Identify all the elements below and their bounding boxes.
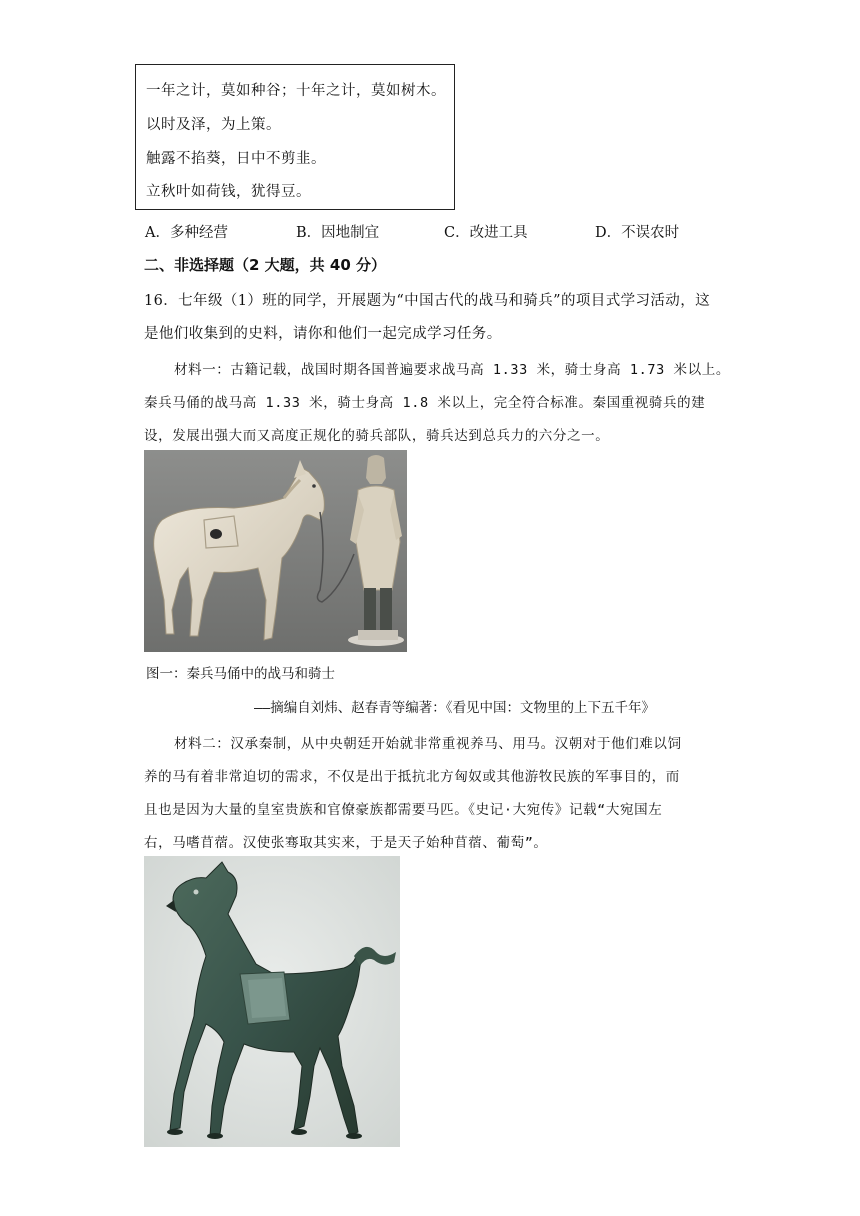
option-c[interactable]: C．改进工具 [444,225,528,241]
option-a[interactable]: A．多种经营 [145,225,228,241]
quote-line: 一年之计，莫如种谷；十年之计，莫如树木。 [146,83,446,99]
material2-line: 材料二：汉承秦制，从中央朝廷开始就非常重视养马、用马。汉朝对于他们难以饲 [174,736,682,752]
material2-line: 右，马嗜苜蓿。汉使张骞取其实来，于是天子始种苜蓿、葡萄”。 [144,835,548,851]
quote-line: 立秋叶如荷钱，犹得豆。 [146,184,311,200]
quote-line: 以时及泽，为上策。 [146,117,281,133]
material1-line: 秦兵马俑的战马高 1.33 米，骑士身高 1.8 米以上，完全符合标准。秦国重视骑兵的建 [144,395,706,411]
material2-line: 且也是因为大量的皇室贵族和官僚豪族都需要马匹。《史记·大宛传》记载“大宛国左 [144,802,663,818]
material2-line: 养的马有着非常迫切的需求，不仅是出于抵抗北方匈奴或其他游牧民族的军事目的，而 [144,769,680,785]
option-d[interactable]: D．不误农时 [595,225,680,241]
terracotta-horse-photo [144,450,407,652]
question-line: 16．七年级（1）班的同学，开展题为“中国古代的战马和骑兵”的项目式学习活动，这 [144,293,710,309]
source-citation: ——摘编自刘炜、赵春青等编著：《看见中国：文物里的上下五千年》 [254,700,656,716]
quote-line: 触露不掐葵，日中不剪韭。 [146,151,326,167]
bronze-horse-photo [144,856,400,1147]
quote-box [135,64,455,210]
question-line: 是他们收集到的史料，请你和他们一起完成学习任务。 [144,326,502,342]
material1-line: 材料一：古籍记载，战国时期各国普遍要求战马高 1.33 米，骑士身高 1.73 米以上。 [174,362,730,378]
figure-caption: 图一：秦兵马俑中的战马和骑士 [146,666,335,682]
option-b[interactable]: B．因地制宜 [296,225,380,241]
section-title: 二、非选择题（2 大题，共 40 分） [144,256,386,274]
material1-line: 设，发展出强大而又高度正规化的骑兵部队，骑兵达到总兵力的六分之一。 [144,428,610,444]
